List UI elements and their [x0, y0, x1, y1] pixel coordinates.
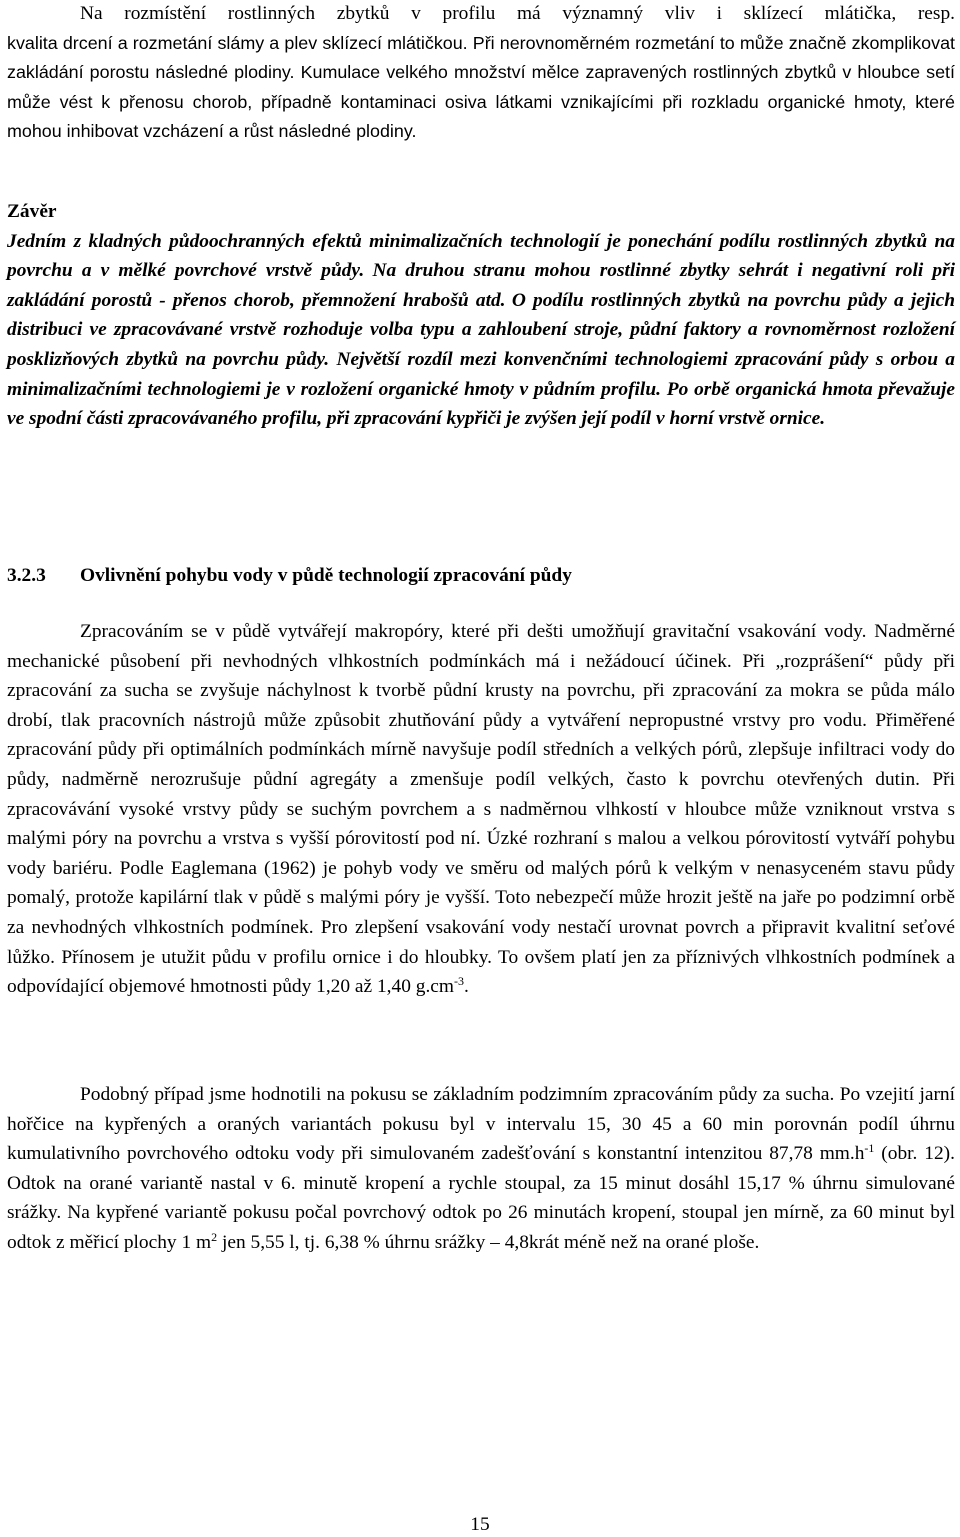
paragraph-experiment-text-a: Podobný případ jsme hodnotili na pokusu se základním podzimním zpracováním půdy za sucha. Po vzejití jarní hořčice na kypřených a oraných variantách pokusu byl v intervalu 15, 30 45 a 60 min porovnán podíl úhrnu kumulativního povrchového odtoku vody při simulovaném zadešťování s konstantní intenzitou 87,78 mm.h	[7, 1084, 955, 1165]
section-title: Ovlivnění pohybu vody v půdě technologií zpracování půdy	[80, 565, 572, 586]
paragraph-sans-part: kvalita drcení a rozmetání slámy a plev sklízecí mlátičkou. Při nerovnoměrném rozmetání to může značně zkomplikovat zakládání porostu následné plodiny. Kumulace velkého množství mělce zapravených rostlinných zbytků v hloubce setí může vést k přenosu chorob, případně kontaminaci osiva látkami vznikajícími při rozkladu organické hmoty, které mohou inhibovat vzcházení a růst následné plodiny.	[7, 32, 955, 142]
conclusion-text-part1: Jedním z kladných půdoochranných efektů minimalizačních technologií je ponechání podílu rostlinných zbytků na povrchu a v mělké povrchové vrstvě půdy.	[7, 230, 955, 282]
section-number: 3.2.3	[7, 565, 46, 586]
section-heading	[7, 561, 572, 591]
paragraph-water-end: .	[464, 976, 469, 998]
superscript-unit-h: -1	[864, 1141, 875, 1156]
page-number: 15	[470, 1514, 490, 1535]
paragraph-experiment-text-b: (obr. 12). Odtok na orané variantě nastal v 6. minutě kropení a rychle stoupal, za 15 minut dosáhl 15,17 % úhrnu simulované srážky. Na kypřené variantě pokusu počal povrchový odtok po 26 minutách kropení, stoupal jen mírně, za 60 minut byl odtok z měřicí plochy 1 m	[7, 1143, 955, 1253]
paragraph-water-text: Zpracováním se v půdě vytvářejí makropóry, které při dešti umožňují gravitační vsakování vody. Nadměrné mechanické působení při nevhodných vlhkostních podmínkách má i nežádoucí účinek. Při „rozprášení“ půdy při zpracování za sucha se zvyšuje náchylnost k tvorbě půdní krusty na povrchu, při zpracování za mokra se půda málo drobí, tlak pracovních nástrojů může způsobit zhutňování půdy a vytváření nepropustné vrstvy pro vodu. Přiměřené zpracování půdy při optimálních podmínkách mírně navyšuje podíl středních a velkých pórů, zlepšuje infiltraci vody do půdy, nadměrně nerozrušuje půdní agregáty a zmenšuje podíl velkých, často k povrchu otevřených dutin. Při zpracovávání vysoké vrstvy půdy se suchým povrchem a s nadměrnou vlhkostí v hloubce může vzniknout vrstva s malými póry na povrchu a vrstva s vyšší pórovitostí pod ní. Úzké rozhraní s malou a velkou pórovitostí vytváří pohybu vody bariéru. Podle Eaglemana (1962) je pohyb vody ve směru od malých pórů k velkým v nenasyceném stavu půdy pomalý, protože kapilární tlak v půdě s malými póry je vyšší. Toto nebezpečí může hrozit ještě na jaře po podzimní orbě za nevhodných vlhkostních podmínek. Pro zlepšení vsakování vody nestačí urovnat povrch a připravit kvalitní seťové lůžko. Přínosem je utužit půdu v profilu ornice i do hloubky. To ovšem platí jen za příznivých vlhkostních podmínek a odpovídající objemové hmotnosti půdy 1,20 až 1,40 g.cm	[7, 621, 955, 998]
superscript-unit: -3	[454, 974, 464, 989]
conclusion-text	[7, 227, 955, 434]
paragraph-serif-part: Na rozmístění rostlinných zbytků v profilu má významný vliv i sklízecí mlátička, resp.	[80, 3, 955, 24]
conclusion-text-part2: O podílu rostlinných zbytků na povrchu půdy a jejich distribuci ve zpracovávané vrstvě rozhoduje volba typu a zahloubení stroje, půdní faktory a rovnoměrnost rozložení posklizňových zbytků na povrchu půdy. Největší rozdíl mezi konvenčními technologiemi zpracování půdy s orbou a minimalizačními technologiemi je v rozložení organické hmoty v půdním profilu. Po orbě organická hmota převažuje ve spodní části zpracovávaného profilu, při zpracování kypřiči je zvýšen její podíl v horní vrstvě ornice.	[7, 289, 956, 430]
paragraph-crop-residues	[7, 0, 955, 147]
paragraph-experiment	[7, 1080, 955, 1258]
paragraph-water-movement	[7, 617, 955, 1002]
superscript-unit-m: 2	[211, 1229, 218, 1244]
paragraph-experiment-text-c: jen 5,55 l, tj. 6,38 % úhrnu srážky – 4,8krát méně než na orané ploše.	[217, 1231, 760, 1253]
conclusion-block	[7, 197, 955, 434]
conclusion-title: Závěr	[7, 201, 57, 222]
conclusion-text-upright: Na druhou stranu mohou rostlinné zbytky sehrát i negativní roli při zakládání porostů - přenos chorob, přemnožení hrabošů atd.	[7, 260, 956, 311]
